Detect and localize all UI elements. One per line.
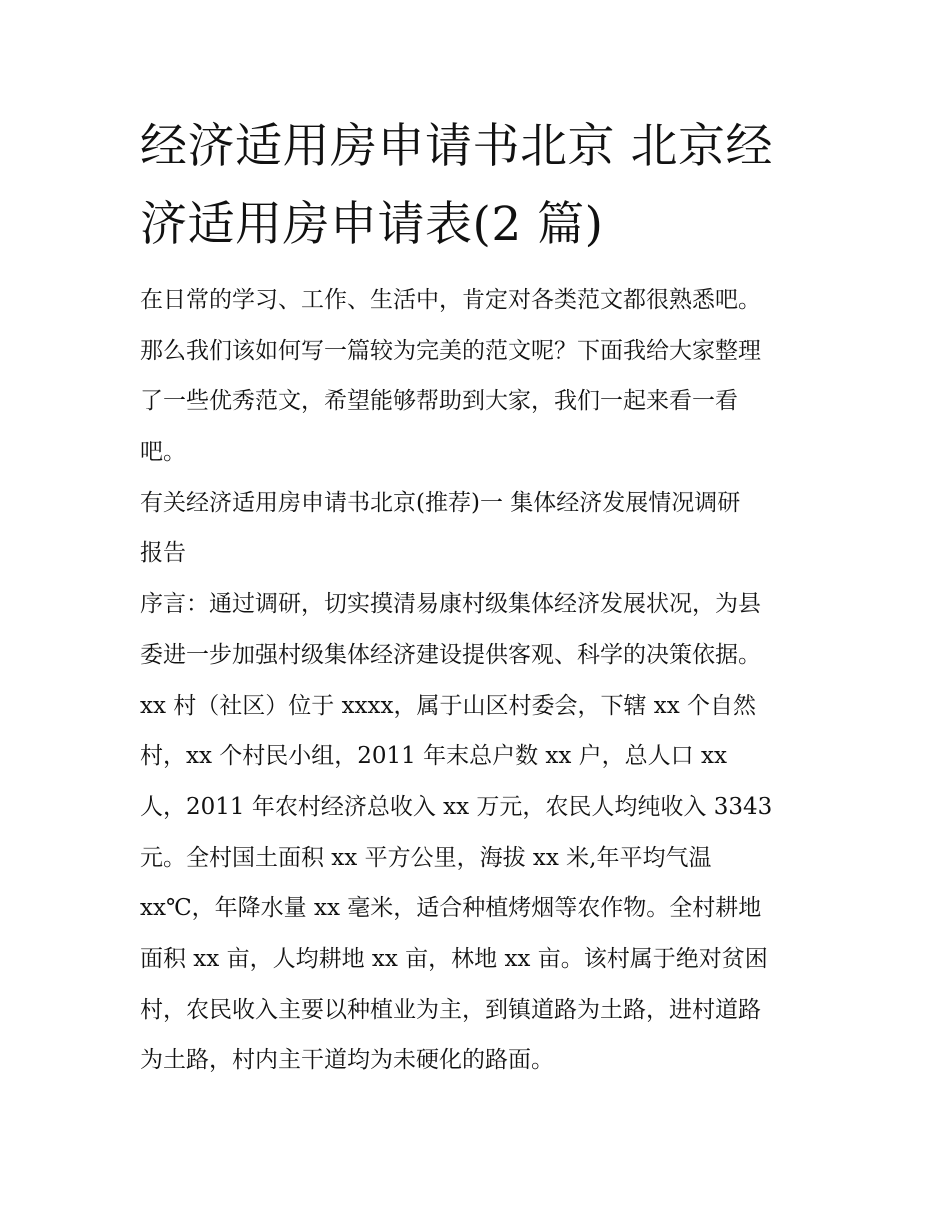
title-line: 经济适用房申请书北京 北京经 — [140, 119, 773, 174]
body-line: 报告 — [140, 540, 186, 567]
document-title — [140, 108, 830, 264]
body-line: xx 村（社区）位于 xxxx，属于山区村委会，下辖 xx 个自然 — [140, 692, 757, 719]
body-line: 元。全村国土面积 xx 平方公里，海拔 xx 米,年平均气温 — [140, 844, 712, 871]
body-line: 面积 xx 亩，人均耕地 xx 亩，林地 xx 亩。该村属于绝对贫困 — [140, 945, 768, 972]
body-line: 在日常的学习、工作、生活中，肯定对各类范文都很熟悉吧。 — [140, 287, 761, 313]
body-line: 了一些优秀范文，希望能够帮助到大家，我们一起来看一看 — [140, 388, 738, 415]
body-line: 委进一步加强村级集体经济建设提供客观、科学的决策依据。 — [140, 641, 761, 668]
body-line: 有关经济适用房申请书北京(推荐)一 集体经济发展情况调研 — [140, 489, 741, 516]
body-line: 村，农民收入主要以种植业为主，到镇道路为土路，进村道路 — [140, 996, 761, 1023]
body-line: 为土路，村内主干道均为未硬化的路面。 — [140, 1047, 554, 1074]
body-line: 人，2011 年农村经济总收入 xx 万元，农民人均纯收入 3343 — [140, 793, 773, 820]
body-line: xx℃，年降水量 xx 毫米，适合种植烤烟等农作物。全村耕地 — [140, 895, 762, 922]
body-line: 那么我们该如何写一篇较为完美的范文呢？下面我给大家整理 — [140, 337, 761, 364]
body-line: 吧。 — [140, 439, 186, 466]
title-line: 济适用房申请表(2 篇) — [140, 197, 604, 252]
body-line: 序言：通过调研，切实摸清易康村级集体经济发展状况，为县 — [140, 591, 761, 618]
body-line: 村，xx 个村民小组，2011 年末总户数 xx 户，总人口 xx — [140, 743, 727, 770]
document-body — [140, 275, 830, 1086]
